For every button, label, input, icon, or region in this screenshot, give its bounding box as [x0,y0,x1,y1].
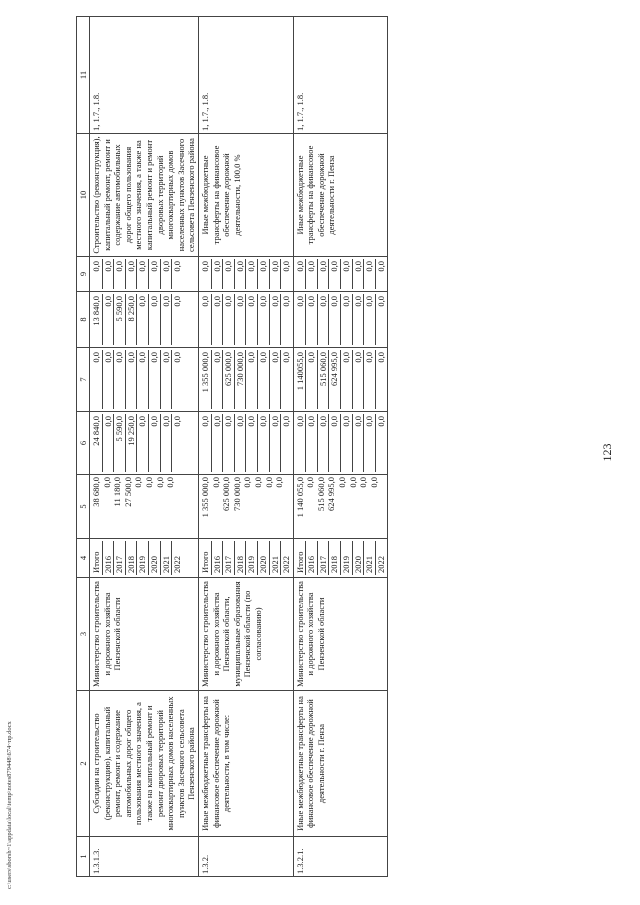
year-cell: 2016 [211,541,223,575]
amount-cell: 0,0 [280,259,292,289]
year-list [198,539,293,578]
amount-list [293,348,388,412]
amount-cell: 0,0 [125,259,137,289]
amount-cell: 0,0 [269,414,281,472]
amount-cell: 0,0 [305,259,317,289]
amount-cell: 0,0 [102,350,114,409]
amount-cell: 0,0 [136,350,148,409]
amount-cell: 0,0 [257,294,269,345]
year-cell: 2019 [136,541,148,575]
amount-cell: 0,0 [252,477,263,488]
page-number: 123 [600,443,614,462]
year-cell: 2016 [305,541,317,575]
row-code: 1.3.2.1. [293,837,388,877]
amount-cell: 1 355 000,0 [199,352,210,393]
amount-cell: 1 355 000,0 [199,477,210,518]
amount-cell: 0,0 [269,294,281,345]
amount-cell: 0,0 [375,259,387,289]
amount-cell: 0,0 [211,259,223,289]
year-list [90,539,199,578]
amount-cell: 0,0 [222,259,234,289]
amount-cell: 0,0 [328,414,340,472]
amount-cell: 0,0 [171,259,183,289]
amount-cell: 0,0 [245,414,257,472]
amount-cell: 0,0 [280,294,292,345]
amount-cell: 0,0 [375,350,387,409]
col-number: 10 [77,134,90,257]
amount-cell: 0,0 [148,350,160,409]
amount-cell: 0,0 [375,414,387,472]
amount-cell: 0,0 [136,414,148,472]
amount-cell: 515 060,0 [317,350,329,409]
amount-cell: 0,0 [340,294,352,345]
amount-cell: 0,0 [317,414,329,472]
amount-cell: 0,0 [363,414,375,472]
amount-cell: 0,0 [280,414,292,472]
amount-list [198,348,293,412]
amount-list [90,348,199,412]
column-number-row [77,17,90,877]
col-number: 8 [77,292,90,348]
amount-cell: 0,0 [234,414,246,472]
amount-cell: 0,0 [101,477,112,488]
amount-cell: 0,0 [125,350,137,409]
year-cell: 2019 [340,541,352,575]
amount-cell: 0,0 [91,352,101,363]
amount-list [90,257,199,292]
year-cell: 2018 [328,541,340,575]
amount-cell: 0,0 [269,259,281,289]
col-number: 7 [77,348,90,412]
amount-cell: 0,0 [340,350,352,409]
year-list [293,539,388,578]
table-row [198,17,293,877]
amount-cell: 8 250,0 [125,294,137,345]
amount-list [90,475,199,539]
amount-cell: 0,0 [352,414,364,472]
row-result: Иные межбюджетные трансферты на финансовое обеспечение дорожной деятельности, 100,0 % [198,134,293,257]
amount-cell: 0,0 [199,416,210,427]
amount-cell: 0,0 [136,294,148,345]
amount-cell: 515 060,0 [315,477,326,511]
amount-cell: 0,0 [280,350,292,409]
row-links: 1, 1.7., 1.8. [198,17,293,134]
amount-cell: 0,0 [305,414,317,472]
amount-cell: 0,0 [363,259,375,289]
amount-list [293,292,388,348]
amount-cell: 0,0 [210,477,221,488]
amount-cell: 0,0 [148,414,160,472]
row-executor: Министерство строительства и дорожного хозяйства Пензенской области [90,578,199,691]
amount-cell: 0,0 [160,350,172,409]
amount-cell: 0,0 [294,296,305,307]
amount-cell: 0,0 [133,477,144,488]
amount-cell: 0,0 [234,294,246,345]
year-cell: 2022 [171,541,183,575]
amount-cell: 0,0 [199,296,210,307]
row-name: Иные межбюджетные трансферты на финансовое обеспечение дорожной деятельности, в том числе: [198,691,293,837]
col-number: 3 [77,578,90,691]
amount-cell: 0,0 [274,477,285,488]
amount-cell: 624 995,0 [328,350,340,409]
amount-cell: 0,0 [263,477,274,488]
amount-cell: 0,0 [171,294,183,345]
amount-cell: 0,0 [171,350,183,409]
amount-list [90,292,199,348]
amount-cell: 24 840,0 [91,416,101,446]
amount-cell: 1 140055,0 [294,352,305,391]
amount-cell: 0,0 [102,294,114,345]
col-number: 1 [77,837,90,877]
row-executor: Министерство строительства и дорожного хозяйства Пензенской области [293,578,388,691]
amount-cell: 0,0 [211,414,223,472]
amount-list [293,412,388,475]
col-number: 6 [77,412,90,475]
amount-cell: 0,0 [148,259,160,289]
year-cell: 2020 [257,541,269,575]
row-result: Строительство (реконструкция), капитальный ремонт, ремонт и содержание автомобильных дорог общего пользования местного значения, а также на капитальный ремонт и ремонт дворовых территорий многоквартирных домов населенных пунктов Засечного сельсовета Пензенского района [90,134,199,257]
amount-cell: 0,0 [375,294,387,345]
program-table [76,16,388,877]
amount-cell: 0,0 [340,259,352,289]
amount-cell: 0,0 [317,294,329,345]
year-cell: 2020 [148,541,160,575]
amount-cell: 5 590,0 [113,294,125,345]
amount-cell: 11 180,0 [112,477,123,507]
amount-cell: 5 590,0 [113,414,125,472]
amount-cell: 730 000,0 [231,477,242,511]
amount-cell: 0,0 [337,477,348,488]
amount-cell: 0,0 [113,350,125,409]
amount-list [90,412,199,475]
amount-cell: 0,0 [352,259,364,289]
year-cell: 2017 [113,541,125,575]
year-cell: 2017 [317,541,329,575]
amount-cell: 0,0 [257,414,269,472]
amount-cell: 13 840,0 [91,296,101,326]
amount-cell: 0,0 [160,414,172,472]
amount-cell: 0,0 [363,350,375,409]
amount-cell: 624 995,0 [326,477,337,511]
col-number: 2 [77,691,90,837]
amount-cell: 0,0 [136,259,148,289]
amount-cell: 0,0 [294,416,305,427]
amount-list [293,475,388,539]
amount-cell: 0,0 [328,294,340,345]
amount-list [198,292,293,348]
amount-cell: 0,0 [234,259,246,289]
amount-cell: 730 000,0 [234,350,246,409]
amount-cell: 0,0 [165,477,176,488]
amount-cell: 0,0 [222,414,234,472]
amount-cell: 0,0 [305,350,317,409]
year-cell: 2020 [352,541,364,575]
row-links: 1, 1.7., 1.8. [90,17,199,134]
row-name: Иные межбюджетные трансферты на финансовое обеспечение дорожной деятельности г. Пенза [293,691,388,837]
year-cell: 2018 [125,541,137,575]
year-cell: 2022 [280,541,292,575]
amount-cell: 0,0 [294,261,305,272]
amount-cell: 0,0 [211,350,223,409]
amount-cell: 27 500,0 [122,477,133,507]
row-code: 1.3.2. [198,837,293,877]
row-result: Иные межбюджетные трансферты на финансовое обеспечение дорожной деятельности г. Пенза [293,134,388,257]
row-code: 1.3.1.3. [90,837,199,877]
amount-cell: 0,0 [199,261,210,272]
amount-cell: 0,0 [148,294,160,345]
year-cell: Итого [294,551,305,573]
amount-cell: 1 140 055,0 [294,477,305,518]
col-number: 5 [77,475,90,539]
year-cell: 2019 [245,541,257,575]
year-cell: 2022 [375,541,387,575]
year-cell: Итого [199,551,210,573]
table-row [293,17,388,877]
amount-list [293,257,388,292]
row-executor: Министерство строительства и дорожного хозяйства Пензенской области, муниципальные образования Пензенской области (по согласованию) [198,578,293,691]
row-links: 1, 1.7., 1.8. [293,17,388,134]
amount-cell: 0,0 [222,294,234,345]
amount-cell: 38 680,0 [91,477,101,507]
amount-cell: 0,0 [317,259,329,289]
amount-cell: 625 000,0 [221,477,232,511]
year-cell: 2021 [363,541,375,575]
amount-list [198,257,293,292]
amount-cell: 625 000,0 [222,350,234,409]
year-cell: 2021 [269,541,281,575]
row-name: Субсидии на строительство (реконструкцию), капитальный ремонт, ремонт и содержание автомобильных дорог общего пользования местного значения, а также на капитальный ремонт и ремонт дворовых территорий многоквартирных домов населенных пунктов Засечного сельсовета Пензенского района [90,691,199,837]
amount-cell: 0,0 [340,414,352,472]
col-number: 11 [77,17,90,134]
amount-list [198,475,293,539]
amount-cell: 0,0 [352,350,364,409]
amount-cell: 0,0 [347,477,358,488]
amount-cell: 0,0 [245,294,257,345]
amount-cell: 0,0 [257,259,269,289]
amount-cell: 0,0 [352,294,364,345]
amount-cell: 0,0 [211,294,223,345]
amount-cell: 0,0 [305,294,317,345]
amount-cell: 0,0 [305,477,316,488]
amount-cell: 0,0 [257,350,269,409]
amount-cell: 0,0 [102,414,114,472]
file-path: c:\users\sborsh~1\appdata\local\temp\notes879448\674~пр.docx [6,721,13,889]
year-cell: 2016 [102,541,114,575]
amount-cell: 0,0 [154,477,165,488]
amount-cell: 19 250,0 [125,414,137,472]
amount-cell: 0,0 [245,259,257,289]
table-row [90,17,199,877]
amount-list [198,412,293,475]
amount-cell: 0,0 [143,477,154,488]
col-number: 4 [77,539,90,578]
year-cell: 2021 [160,541,172,575]
col-number: 9 [77,257,90,292]
amount-cell: 0,0 [358,477,369,488]
year-cell: 2018 [234,541,246,575]
amount-cell: 0,0 [113,259,125,289]
amount-cell: 0,0 [242,477,253,488]
amount-cell: 0,0 [171,414,183,472]
year-cell: Итого [91,551,101,573]
amount-cell: 0,0 [160,259,172,289]
amount-cell: 0,0 [91,261,101,272]
year-cell: 2017 [222,541,234,575]
amount-cell: 0,0 [245,350,257,409]
amount-cell: 0,0 [328,259,340,289]
amount-cell: 0,0 [363,294,375,345]
amount-cell: 0,0 [368,477,379,488]
amount-cell: 0,0 [160,294,172,345]
amount-cell: 0,0 [269,350,281,409]
amount-cell: 0,0 [102,259,114,289]
